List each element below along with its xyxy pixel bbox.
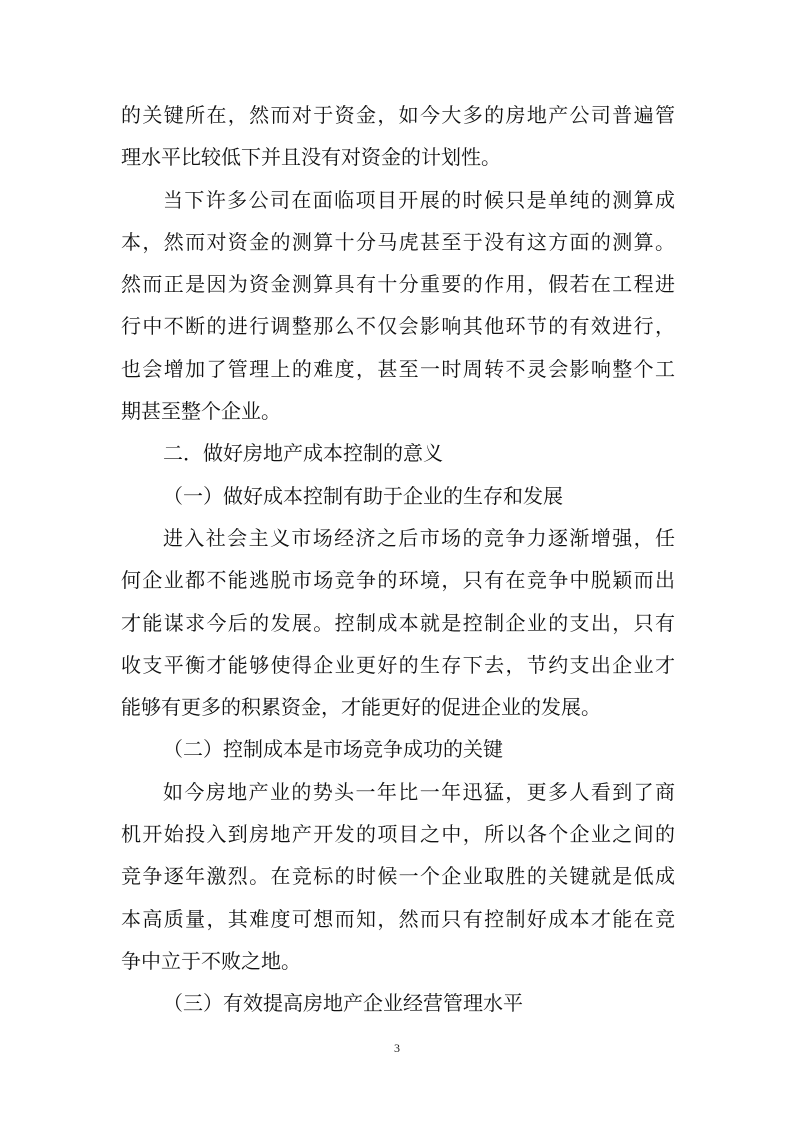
paragraph-line: 才能谋求今后的发展。控制成本就是控制企业的支出，只有 bbox=[121, 610, 675, 635]
paragraph-line: 理水平比较低下并且没有对资金的计划性。 bbox=[121, 145, 501, 170]
paragraph-line: 收支平衡才能够使得企业更好的生存下去，节约支出企业才 bbox=[121, 652, 675, 677]
subsection-heading: （一）做好成本控制有助于企业的生存和发展 bbox=[163, 483, 563, 508]
paragraph-line: 争中立于不败之地。 bbox=[121, 948, 301, 973]
subsection-heading: （三）有效提高房地产企业经营管理水平 bbox=[163, 991, 523, 1016]
paragraph-line: 行中不断的进行调整那么不仅会影响其他环节的有效进行， bbox=[121, 314, 675, 339]
paragraph-line: 期甚至整个企业。 bbox=[121, 399, 281, 424]
paragraph-line: 本，然而对资金的测算十分马虎甚至于没有这方面的测算。 bbox=[121, 229, 675, 254]
paragraph-line: 能够有更多的积累资金，才能更好的促进企业的发展。 bbox=[121, 695, 601, 720]
paragraph-line: 竞争逐年激烈。在竞标的时候一个企业取胜的关键就是低成 bbox=[121, 864, 675, 889]
paragraph-line: 进入社会主义市场经济之后市场的竞争力逐渐增强，任 bbox=[163, 525, 675, 550]
body-text bbox=[121, 94, 675, 1025]
paragraph-line: 何企业都不能逃脱市场竞争的环境，只有在竞争中脱颖而出 bbox=[121, 568, 675, 593]
paragraph-line: 如今房地产业的势头一年比一年迅猛，更多人看到了商 bbox=[163, 779, 675, 804]
paragraph-line: 也会增加了管理上的难度，甚至一时周转不灵会影响整个工 bbox=[121, 356, 675, 381]
paragraph-line: 的关键所在，然而对于资金，如今大多的房地产公司普遍管 bbox=[121, 103, 675, 127]
subsection-heading: （二）控制成本是市场竞争成功的关键 bbox=[163, 737, 503, 762]
section-heading: 二．做好房地产成本控制的意义 bbox=[163, 441, 443, 466]
paragraph-line: 机开始投入到房地产开发的项目之中，所以各个企业之间的 bbox=[121, 822, 675, 847]
paragraph-line: 当下许多公司在面临项目开展的时候只是单纯的测算成 bbox=[163, 187, 675, 212]
paragraph-line: 本高质量，其难度可想而知，然而只有控制好成本才能在竞 bbox=[121, 906, 675, 931]
paragraph-line: 然而正是因为资金测算具有十分重要的作用，假若在工程进 bbox=[121, 272, 675, 297]
page-number: 3 bbox=[394, 1041, 400, 1055]
